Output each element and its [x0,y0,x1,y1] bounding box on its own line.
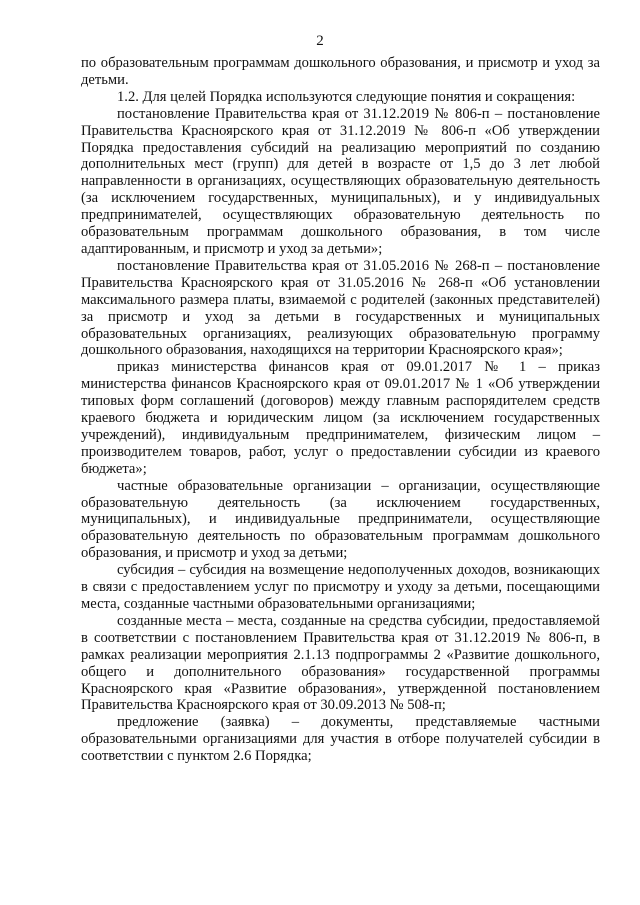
paragraph: постановление Правительства края от 31.05.2016 № 268-п – постановление Правительства Красноярского края от 31.05.2016 № 268-п «Об установлении максимального размера платы, взимаемой с родителей (законных представителей) за присмотр и уход за детьми в государственных и муниципальных образовательных организациях, реализующих образовательную программу дошкольного образования, находящихся на территории Красноярского края»; [81,257,600,359]
paragraph: приказ министерства финансов края от 09.01.2017 № 1 – приказ министерства финансов Красноярского края от 09.01.2017 № 1 «Об утверждении типовых форм соглашений (договоров) между главным распорядителем средств краевого бюджета и юридическим лицом (за исключением государственных учреждений), индивидуальным предпринимателем, физическим лицом – производителем товаров, работ, услуг о предоставлении субсидии из краевого бюджета»; [81,359,600,477]
paragraph: частные образовательные организации – организации, осуществляющие образовательную деятельность (за исключением государственных, муниципальных), и индивидуальные предприниматели, осуществляющие образовательную деятельность по образовательным программам дошкольного образования, и присмотр и уход за детьми; [81,477,600,562]
paragraph: предложение (заявка) – документы, представляемые частными образовательными организациями для участия в отборе получателей субсидии в соответствии с пунктом 2.6 Порядка; [81,714,600,765]
paragraph: созданные места – места, созданные на средства субсидии, предоставляемой в соответствии с постановлением Правительства края от 31.12.2019 № 806-п, в рамках реализации мероприятия 2.1.13 подпрограммы 2 «Развитие дошкольного, общего и дополнительного образования» государственной программы Красноярского края «Развитие образования», утвержденной постановлением Правительства Красноярского края от 30.09.2013 № 508-п; [81,612,600,714]
document-body [81,55,600,765]
page-number: 2 [316,33,324,49]
paragraph: субсидия – субсидия на возмещение недополученных доходов, возникающих в связи с предоставлением услуг по присмотру и уходу за детьми, посещающими места, созданные частными образовательными организациями; [81,562,600,612]
paragraph: по образовательным программам дошкольного образования, и присмотр и уход за детьми. [81,55,600,88]
paragraph: постановление Правительства края от 31.12.2019 № 806-п – постановление Правительства Красноярского края от 31.12.2019 № 806-п «Об утверждении Порядка предоставления субсидий на реализацию мероприятий по созданию дополнительных мест (групп) для детей в возрасте от 1,5 до 3 лет любой направленности в организациях, осуществляющих образовательную деятельность (за исключением государственных, муниципальных), и у индивидуальных предпринимателей, осуществляющих образовательную деятельность по образовательным программам дошкольного образования, в том числе адаптированным, и присмотр и уход за детьми»; [81,105,600,257]
paragraph: 1.2. Для целей Порядка используются следующие понятия и сокращения: [117,88,576,105]
